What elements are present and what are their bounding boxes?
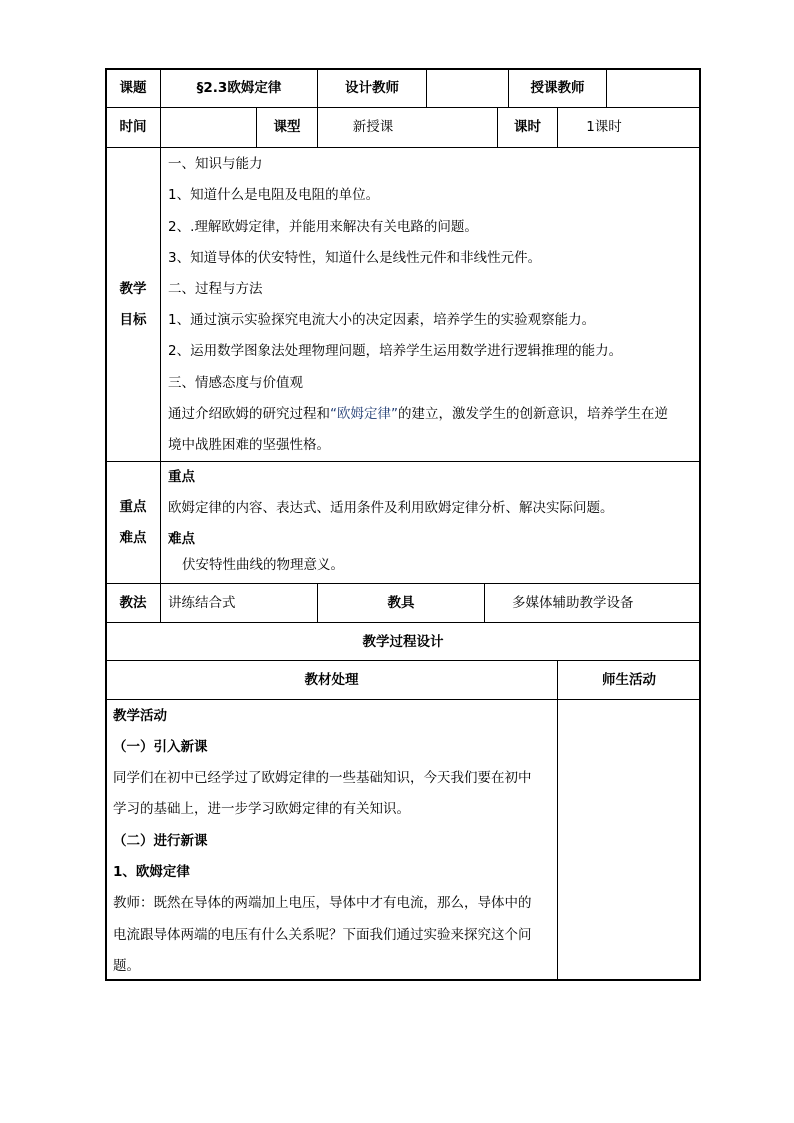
key-title: 重点: [168, 469, 195, 485]
objectives-line: 3、知道导体的伏安特性，知道什么是线性元件和非线性元件。: [168, 250, 542, 266]
col-divider: [426, 69, 427, 107]
col-divider: [160, 583, 161, 622]
objectives-last-quote: “欧姆定律”: [330, 406, 398, 422]
keypoints-label-2: 难点: [119, 530, 147, 546]
objectives-line: 二、过程与方法: [168, 281, 263, 297]
tools-value: 多媒体辅助教学设备: [512, 595, 634, 611]
tools-label: 教具: [387, 595, 415, 611]
new-lesson-title: （二）进行新课: [113, 833, 208, 849]
objectives-label-2: 目标: [119, 312, 147, 328]
key-text: 欧姆定律的内容、表达式、适用条件及利用欧姆定律分析、解决实际问题。: [168, 500, 614, 516]
row-divider: [106, 583, 700, 584]
objectives-last-line-2: 境中战胜困难的坚强性格。: [168, 437, 330, 453]
objectives-last-line: [168, 405, 668, 423]
objectives-line: 1、通过演示实验探究电流大小的决定因素，培养学生的实验观察能力。: [168, 312, 596, 328]
method-label: 教法: [119, 595, 147, 611]
col-divider: [557, 660, 558, 980]
topic-value: §2.3欧姆定律: [196, 80, 282, 96]
ohm-text-3: 题。: [113, 958, 140, 974]
objectives-label-1: 教学: [119, 281, 147, 297]
type-label: 课型: [273, 119, 301, 135]
column-activity: 师生活动: [602, 672, 656, 688]
row-divider: [106, 660, 700, 661]
objectives-last-post: 的建立，激发学生的创新意识，培养学生在逆: [398, 406, 668, 422]
objectives-line: 2、.理解欧姆定律，并能用来解决有关电路的问题。: [168, 219, 478, 235]
intro-text-1: 同学们在初中已经学过了欧姆定律的一些基础知识，今天我们要在初中: [113, 770, 532, 786]
row-divider: [106, 699, 700, 700]
difficulty-title: 难点: [168, 531, 195, 547]
row-divider: [106, 107, 700, 108]
row-divider: [106, 622, 700, 623]
teacher-label: 授课教师: [530, 80, 585, 96]
hours-label: 课时: [514, 119, 541, 135]
ohm-text-1: 教师：既然在导体的两端加上电压，导体中才有电流，那么，导体中的: [113, 895, 532, 911]
objectives-line: 三、情感态度与价值观: [168, 375, 303, 391]
objectives-line: 2、运用数学图象法处理物理问题，培养学生运用数学进行逻辑推理的能力。: [168, 343, 623, 359]
ohm-title: 1、欧姆定律: [113, 864, 190, 880]
designer-label: 设计教师: [345, 80, 399, 96]
keypoints-label-1: 重点: [119, 499, 147, 515]
col-divider: [160, 461, 161, 583]
row-divider: [106, 147, 700, 148]
ohm-text-2: 电流跟导体两端的电压有什么关系呢？下面我们通过实验来探究这个问: [113, 927, 532, 943]
objectives-last-pre: 通过介绍欧姆的研究过程和: [168, 406, 330, 422]
intro-title: （一）引入新课: [113, 739, 208, 755]
section-title: 教学活动: [113, 708, 167, 724]
column-material: 教材处理: [304, 672, 359, 688]
process-title: 教学过程设计: [362, 634, 444, 650]
col-divider: [606, 69, 607, 107]
hours-value: 1课时: [586, 119, 622, 135]
topic-label: 课题: [119, 80, 147, 96]
type-value: 新授课: [352, 119, 394, 135]
time-label: 时间: [119, 119, 147, 135]
difficulty-text: 伏安特性曲线的物理意义。: [182, 557, 344, 573]
method-value: 讲练结合式: [168, 595, 236, 611]
col-divider: [160, 107, 161, 147]
objectives-line: 1、知道什么是电阻及电阻的单位。: [168, 187, 380, 203]
col-divider: [160, 147, 161, 461]
col-divider: [484, 583, 485, 622]
objectives-line: 一、知识与能力: [168, 156, 263, 172]
intro-text-2: 学习的基础上，进一步学习欧姆定律的有关知识。: [113, 801, 410, 817]
row-divider: [106, 461, 700, 462]
